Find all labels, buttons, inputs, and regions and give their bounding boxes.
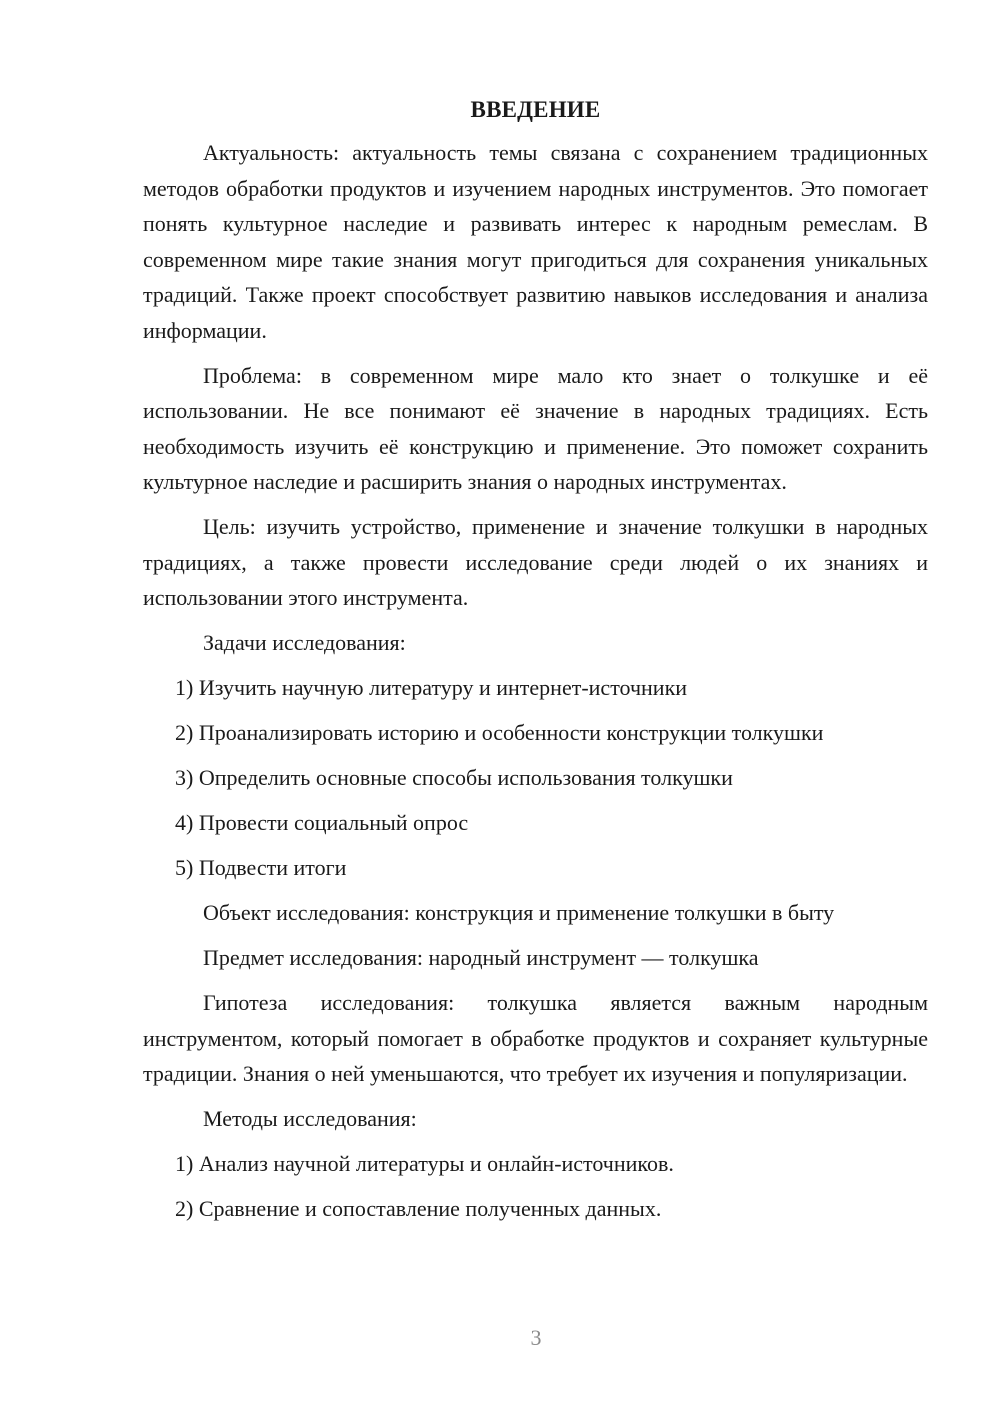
task-item: 5) Подвести итоги	[175, 855, 347, 880]
page-title: ВВЕДЕНИЕ	[470, 97, 601, 122]
methods-heading: Методы исследования:	[203, 1106, 417, 1131]
paragraph-hypothesis: Гипотеза исследования: толкушка является важным народным инструментом, который помогает в обработке продуктов и сохраняет культурные традиции. Знания о ней уменьшаются, что требует их изучения и популяризации.	[143, 990, 928, 1086]
task-item: 4) Провести социальный опрос	[175, 810, 469, 835]
method-item: 1) Анализ научной литературы и онлайн-источников.	[175, 1151, 674, 1176]
page-content	[143, 95, 928, 1236]
paragraph-problem: Проблема: в современном мире мало кто знает о толкушке и её использовании. Не все понимают её значение в народных традициях. Есть необходимость изучить её конструкцию и применение. Это поможет сохранить культурное наследие и расширить знания о народных инструментах.	[143, 362, 928, 494]
method-item: 2) Сравнение и сопоставление полученных данных.	[175, 1196, 662, 1221]
tasks-heading: Задачи исследования:	[203, 630, 406, 655]
page-number: 3	[530, 1325, 542, 1350]
paragraph-goal: Цель: изучить устройство, применение и значение толкушки в народных традициях, а также провести исследование среди людей о их знаниях и использовании этого инструмента.	[143, 514, 928, 610]
research-subject: Предмет исследования: народный инструмент — толкушка	[203, 945, 759, 970]
task-item: 3) Определить основные способы использования толкушки	[175, 765, 733, 790]
task-item: 1) Изучить научную литературу и интернет-источники	[175, 675, 688, 700]
task-item: 2) Проанализировать историю и особенности конструкции толкушки	[175, 720, 824, 745]
research-object: Объект исследования: конструкция и применение толкушки в быту	[203, 900, 835, 925]
paragraph-relevance: Актуальность: актуальность темы связана с сохранением традиционных методов обработки продуктов и изучением народных инструментов. Это помогает понять культурное наследие и развивать интерес к народным ремеслам. В современном мире такие знания могут пригодиться для сохранения уникальных традиций. Также проект способствует развитию навыков исследования и анализа информации.	[143, 140, 928, 343]
